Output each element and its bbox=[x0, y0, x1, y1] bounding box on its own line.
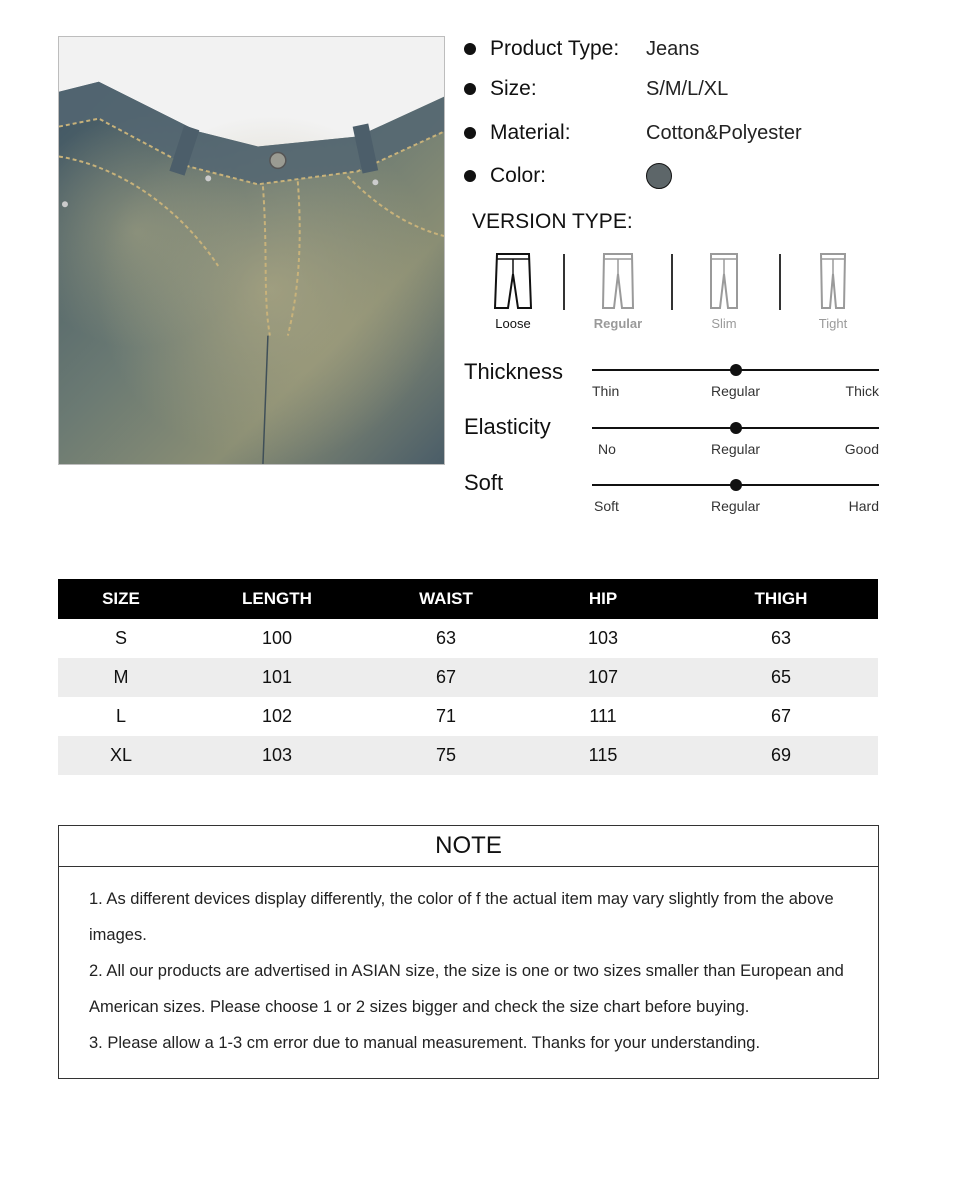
scale-thickness bbox=[592, 369, 879, 409]
table-cell: S bbox=[114, 628, 127, 648]
table-header-row bbox=[58, 579, 878, 619]
table-cell: 63 bbox=[435, 628, 457, 648]
column-header: LENGTH bbox=[184, 579, 370, 619]
attr-label: Material: bbox=[490, 121, 571, 144]
scale-marker bbox=[730, 364, 742, 376]
attr-value: Cotton&Polyester bbox=[646, 121, 802, 144]
note-body bbox=[59, 867, 878, 1061]
column-header: HIP bbox=[522, 579, 684, 619]
attr-size bbox=[464, 74, 884, 104]
table-cell: 75 bbox=[370, 736, 522, 775]
bullet-icon bbox=[464, 83, 476, 95]
table-row bbox=[58, 736, 878, 775]
attr-material bbox=[464, 118, 884, 148]
tight-pants-icon bbox=[811, 250, 855, 312]
scale-right-label: Thick bbox=[845, 383, 879, 399]
size-chart-table bbox=[58, 579, 878, 775]
attr-label: Product Type: bbox=[490, 37, 620, 60]
table-row bbox=[58, 697, 878, 736]
table-cell: 101 bbox=[184, 658, 370, 697]
attr-label: Size: bbox=[490, 77, 537, 100]
table-cell: 103 bbox=[587, 628, 619, 648]
scale-title-thickness: Thickness bbox=[464, 359, 564, 384]
table-cell: 63 bbox=[770, 628, 792, 648]
table-cell: 102 bbox=[261, 706, 293, 726]
column-header: SIZE bbox=[58, 579, 184, 619]
note-line: 2. All our products are advertised in ASIAN size, the size is one or two sizes smaller than European and American sizes. Please choose 1 or 2 sizes bigger and check the size chart before buying. bbox=[89, 962, 844, 1016]
slim-pants-icon bbox=[702, 250, 746, 312]
column-header: THIGH bbox=[684, 579, 878, 619]
scale-left-label: Soft bbox=[594, 498, 619, 514]
table-row bbox=[58, 658, 878, 697]
scale-mid-label: Regular bbox=[710, 441, 761, 457]
version-label: Loose bbox=[495, 316, 531, 331]
table-cell: M bbox=[58, 658, 184, 697]
version-option-slim bbox=[684, 250, 764, 331]
table-cell: 111 bbox=[589, 706, 617, 726]
scale-title-elasticity: Elasticity bbox=[464, 414, 551, 439]
scale-mid-label: Regular bbox=[710, 498, 761, 514]
version-option-tight bbox=[793, 250, 873, 331]
bullet-icon bbox=[464, 43, 476, 55]
attr-value: S/M/L/XL bbox=[646, 77, 729, 100]
note-title: NOTE bbox=[59, 826, 878, 867]
loose-pants-icon bbox=[491, 250, 535, 312]
table-cell: 65 bbox=[684, 658, 878, 697]
color-swatch bbox=[646, 163, 672, 189]
table-cell: 103 bbox=[184, 736, 370, 775]
scale-left-label: Thin bbox=[592, 383, 620, 399]
version-title: VERSION TYPE: bbox=[472, 210, 633, 233]
version-option-regular bbox=[578, 250, 658, 331]
table-cell: 67 bbox=[370, 658, 522, 697]
table-row bbox=[58, 619, 878, 658]
table-cell: 115 bbox=[522, 736, 684, 775]
table-cell: L bbox=[115, 706, 126, 726]
table-cell: XL bbox=[58, 736, 184, 775]
version-label: Regular bbox=[593, 316, 643, 331]
note-line: 1. As different devices display differently, the color of f the actual item may vary slightly from the above images. bbox=[89, 890, 834, 944]
note-line: 3. Please allow a 1-3 cm error due to manual measurement. Thanks for your understanding. bbox=[89, 1034, 761, 1052]
regular-pants-icon bbox=[596, 250, 640, 312]
attr-product-type bbox=[464, 34, 884, 64]
table-cell: 67 bbox=[770, 706, 792, 726]
column-header: WAIST bbox=[370, 579, 522, 619]
version-divider bbox=[671, 254, 673, 310]
attr-label: Color: bbox=[490, 164, 547, 187]
table-cell: 71 bbox=[435, 706, 457, 726]
attr-value: Jeans bbox=[646, 37, 700, 60]
scale-elasticity bbox=[592, 427, 879, 467]
scale-mid-label: Regular bbox=[710, 383, 761, 399]
table-cell: 69 bbox=[684, 736, 878, 775]
scale-left-label: No bbox=[598, 441, 616, 457]
version-label: Tight bbox=[818, 316, 848, 331]
table-cell: 107 bbox=[522, 658, 684, 697]
scale-marker bbox=[730, 422, 742, 434]
scale-soft bbox=[592, 484, 879, 524]
version-divider bbox=[563, 254, 565, 310]
scale-title-soft: Soft bbox=[464, 470, 504, 495]
scale-right-label: Hard bbox=[848, 498, 879, 514]
table-cell: 100 bbox=[261, 628, 293, 648]
product-photo bbox=[58, 36, 445, 465]
scale-marker bbox=[730, 479, 742, 491]
attr-color bbox=[464, 161, 884, 191]
version-option-loose bbox=[473, 250, 553, 331]
bullet-icon bbox=[464, 170, 476, 182]
version-label: Slim bbox=[711, 316, 737, 331]
note-box bbox=[58, 825, 879, 1079]
bullet-icon bbox=[464, 127, 476, 139]
version-divider bbox=[779, 254, 781, 310]
scale-right-label: Good bbox=[844, 441, 879, 457]
